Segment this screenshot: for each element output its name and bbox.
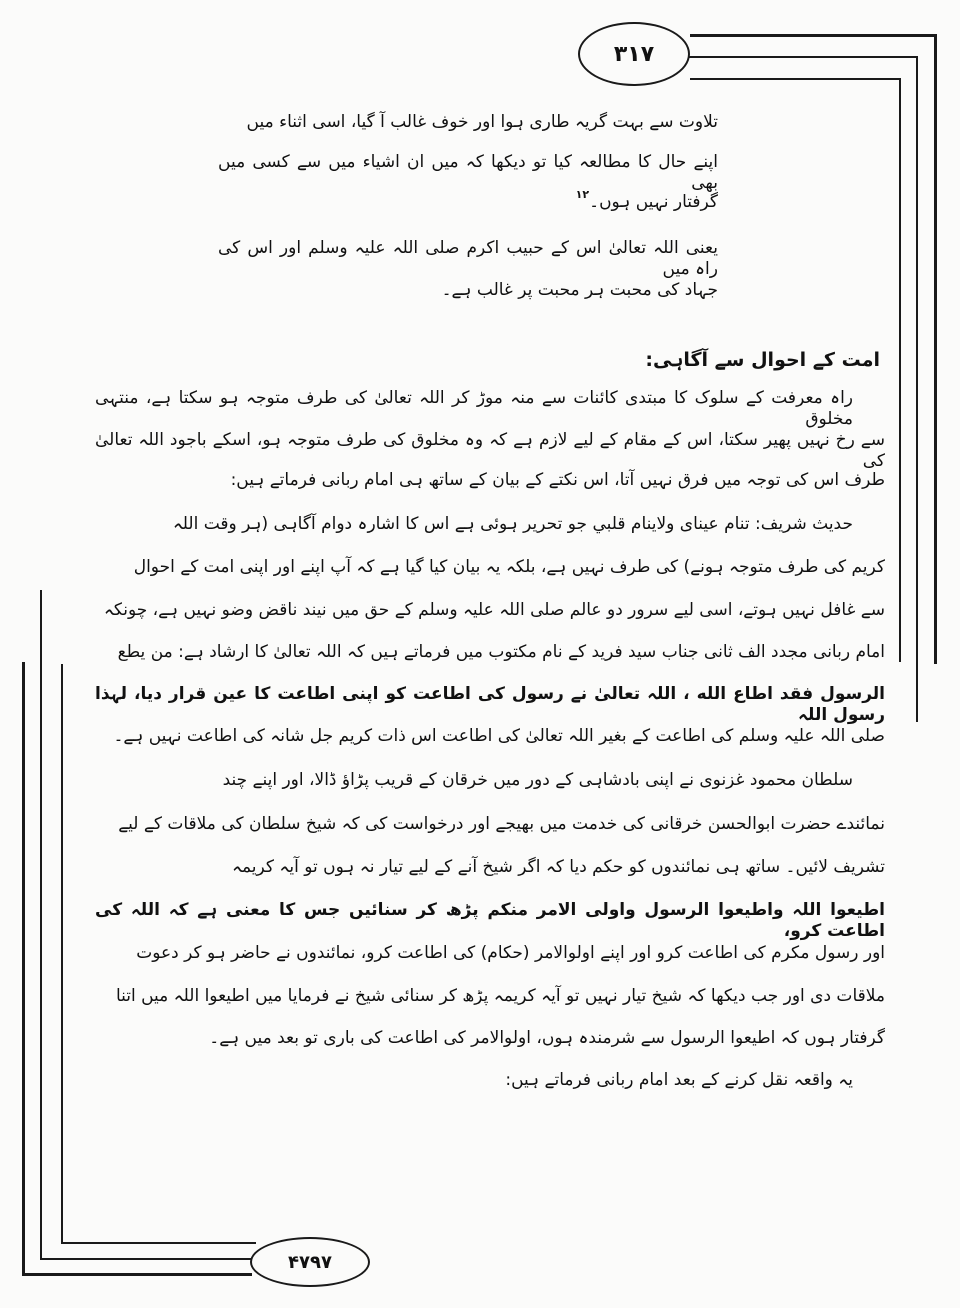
body-line: تشریف لائیں۔ ساتھ ہی نمائندوں کو حکم دیا کہ اگر شیخ آنے کے لیے تیار نہ ہوں تو آیہ کریمہ [232, 857, 885, 877]
page-number-top [578, 22, 690, 86]
body-line: راہ معرفت کے سلوک کا مبتدی کائنات سے منہ موڑ کر اللہ تعالیٰ کی طرف متوجہ ہو سکتا ہے، منتہی مخلوق [95, 388, 853, 429]
intro-line-text: گرفتار نہیں ہوں۔ [589, 192, 718, 212]
body-line: اور رسول مکرم کی اطاعت کرو اور اپنے اولوالامر (حکام) کی اطاعت کرو، نمائندوں نے حاضر ہو کر دعوت [136, 943, 885, 963]
page-number-top-text: ۳۱۷ [613, 41, 655, 67]
body-line: صلی اللہ علیہ وسلم کی اطاعت کے بغیر اللہ تعالیٰ کی اطاعت اس ذات کریم جل شانہ کی اطاعت نہیں ہے۔ [113, 726, 885, 746]
body-line: یہ واقعہ نقل کرنے کے بعد امام ربانی فرماتے ہیں: [505, 1070, 853, 1090]
intro-line: تلاوت سے بہت گریہ طاری ہوا اور خوف غالب آ گیا، اسی اثناء میں [246, 112, 718, 132]
body-line: سلطان محمود غزنوی نے اپنی بادشاہی کے دور میں خرقان کے قریب پڑاؤ ڈالا، اور اپنے چند [222, 770, 853, 790]
body-line: گرفتار ہوں کہ اطیعوا الرسول سے شرمندہ ہوں، اولوالامر کی اطاعت کی باری تو بعد میں ہے۔ [209, 1028, 885, 1048]
body-line: سے رخ نہیں پھیر سکتا، اس کے مقام کے لیے لازم ہے کہ وہ مخلوق کی طرف متوجہ ہو، اسکے باجود اللہ تعالیٰ کی [95, 430, 885, 471]
body-line: سے غافل نہیں ہوتے، اسی لیے سرور دو عالم صلی اللہ علیہ وسلم کے حق میں نیند ناقض وضو نہیں ہے، چونکہ [103, 600, 885, 620]
body-line: امام ربانی مجدد الف ثانی جناب سید فرید کے نام مکتوب میں فرماتے ہیں کہ اللہ تعالیٰ کا ارشاد ہے: من يطع [117, 642, 885, 662]
intro-line: اپنے حال کا مطالعہ کیا تو دیکھا کہ میں ان اشیاء میں سے کسی میں بھی [218, 152, 718, 193]
body-line: اطیعوا اللہ واطیعوا الرسول واولی الامر منکم پڑھ کر سنائیں جس کا معنی ہے کہ اللہ کی اطاعت کرو، [95, 900, 885, 941]
page-number-bottom [250, 1237, 370, 1287]
body-line: حدیث شریف: تنام عیناى ولاينام قلبي جو تحریر ہوئی ہے اس کا اشارہ دوام آگاہی (ہر وقت اللہ [172, 514, 853, 534]
page-number-bottom-text: ۴۷۹۷ [288, 1251, 332, 1273]
footnote-marker: ۱۲ [575, 188, 590, 201]
body-line: الرسول فقد اطاع الله ، اللہ تعالیٰ نے رسول کی اطاعت کو اپنی اطاعت کا عین قرار دیا، لہذا رسول اللہ [95, 684, 885, 725]
body-line: طرف اس کی توجہ میں فرق نہیں آتا، اس نکتے کے بیان کے ساتھ ہی امام ربانی فرماتے ہیں: [230, 470, 885, 490]
intro-line: یعنی اللہ تعالیٰ اس کے حبیب اکرم صلی اللہ علیہ وسلم اور اس کی راہ میں [218, 238, 718, 279]
section-heading: امت کے احوال سے آگاہی: [645, 349, 880, 371]
intro-line-with-footnote [218, 188, 718, 214]
body-line: نمائندے حضرت ابوالحسن خرقانی کی خدمت میں بھیجے اور درخواست کی کہ شیخ سلطان کی ملاقات کے لیے [118, 814, 885, 834]
body-line: ملاقات دی اور جب دیکھا کہ شیخ تیار نہیں تو آیہ کریمہ پڑھ کر سنائی شیخ نے فرمایا میں اطیعوا اللہ میں اتنا [115, 986, 885, 1006]
intro-line: جہاد کی محبت ہر محبت پر غالب ہے۔ [441, 280, 718, 300]
body-line: کریم کی طرف متوجہ ہونے) کی طرف نہیں ہے، بلکہ یہ بیان کیا گیا ہے کہ آپ اپنے اور اپنی امت کے احوال [133, 557, 885, 577]
